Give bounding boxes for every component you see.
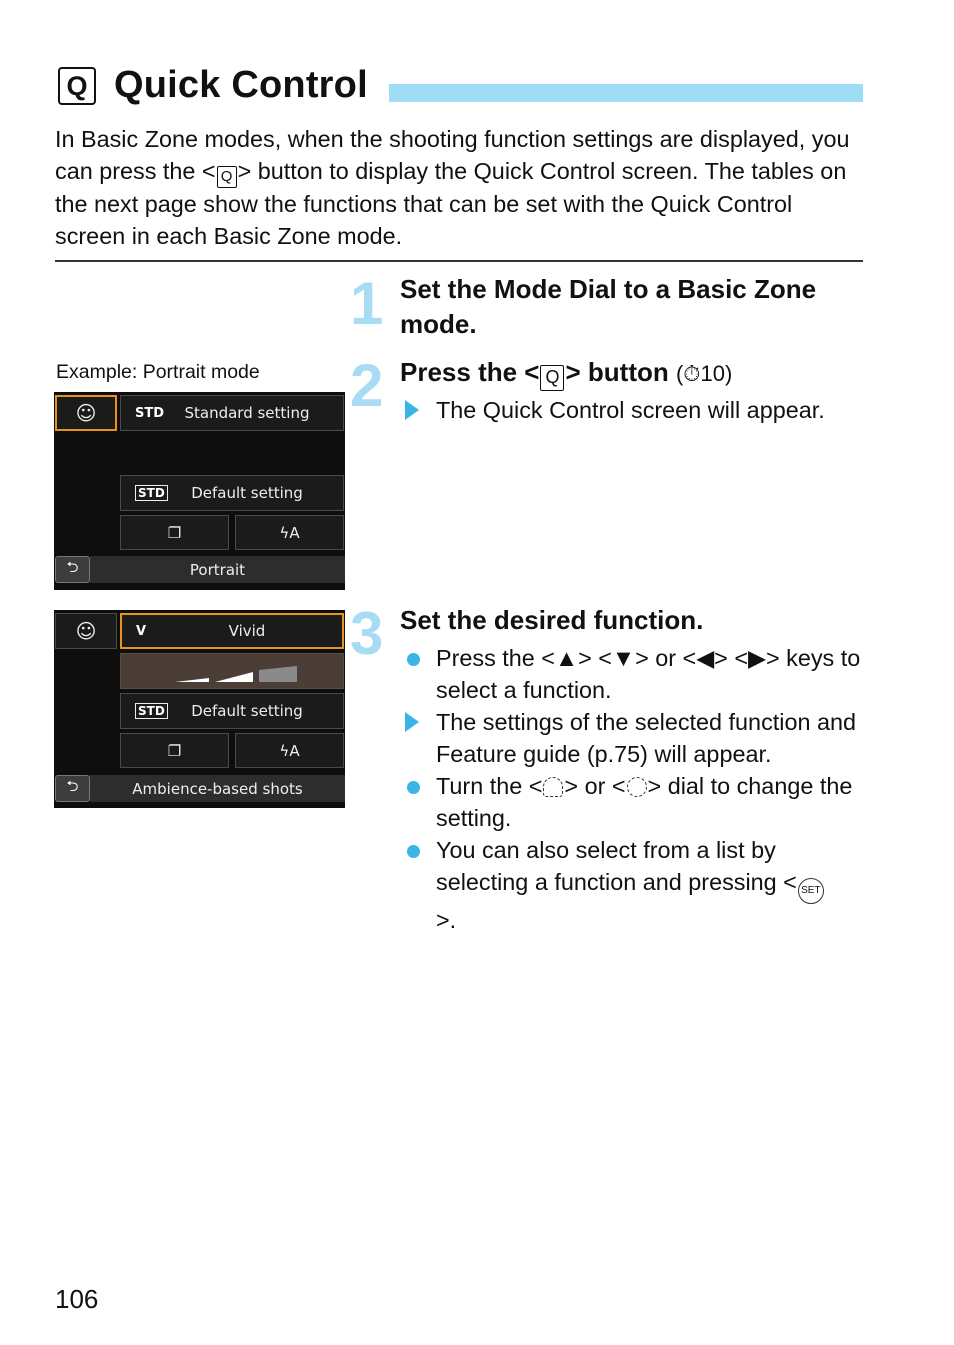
step-3-item-4-after: >. xyxy=(436,907,457,933)
step-1-title: Set the Mode Dial to a Basic Zone mode. xyxy=(400,274,817,339)
step-3-number: 3 xyxy=(350,600,384,667)
intro-text-1: In Basic Zone modes, when the shooting function settings are displayed, you can press the < xyxy=(55,126,850,184)
screen-caption: Example: Portrait mode xyxy=(56,361,260,383)
drive-mode-cell[interactable] xyxy=(120,515,229,550)
step-3-item-3-mid: > or < xyxy=(564,773,626,799)
main-dial-icon xyxy=(543,777,563,797)
bullet-icon xyxy=(407,781,420,794)
picture-style-cell[interactable] xyxy=(120,395,344,431)
mode-label-bar xyxy=(90,775,345,802)
step-2-title-after: > button xyxy=(565,357,669,387)
step-1-number: 1 xyxy=(350,270,384,337)
result-arrow-icon xyxy=(405,400,419,420)
step-3-item-3-before: Turn the < xyxy=(436,773,543,799)
step-2-title-before: Press the < xyxy=(400,357,540,387)
level-bar-1 xyxy=(175,678,209,682)
step-3-title: Set the desired function. xyxy=(400,605,704,635)
back-button[interactable] xyxy=(55,556,90,583)
default-setting-label: Default setting xyxy=(191,484,303,502)
quick-control-icon: Q xyxy=(58,67,96,105)
page-title: Quick Control xyxy=(114,64,368,106)
quick-control-dial-icon xyxy=(627,777,647,797)
intro-paragraph xyxy=(55,123,867,252)
vivid-icon: V xyxy=(136,623,147,639)
timer-ref: (⏱10) xyxy=(675,361,733,386)
default-setting-label: Default setting xyxy=(191,702,303,720)
std-icon: STD xyxy=(135,405,165,421)
step-3-item-4 xyxy=(405,834,825,936)
back-icon: ⮌ xyxy=(66,778,79,795)
drive-mode-icon: ❐ xyxy=(167,741,182,760)
default-setting-cell[interactable] xyxy=(120,475,344,511)
step-2-number: 2 xyxy=(350,352,384,419)
intro-text-2: > button to display the Quick Control screen. The tables on the next page show the functions that can be set with the Quick Control screen in each Basic Zone mode. xyxy=(55,158,847,249)
page-number: 106 xyxy=(55,1284,99,1314)
step-3-item-3 xyxy=(405,770,865,834)
picture-style-label: Standard setting xyxy=(184,404,310,422)
portrait-mode-icon[interactable]: ☺ xyxy=(55,613,117,649)
step-2-result xyxy=(405,394,875,426)
step-2-title xyxy=(400,355,732,391)
step-3-item-4-before: You can also select from a list by selecting a function and pressing < xyxy=(436,837,797,895)
camera-screen-portrait xyxy=(54,392,345,590)
title-accent-bar xyxy=(389,84,863,102)
step-3-item-2 xyxy=(405,706,865,770)
q-button-icon: Q xyxy=(217,166,237,188)
bullet-icon xyxy=(407,845,420,858)
flash-cell[interactable] xyxy=(235,515,344,550)
q-button-icon: Q xyxy=(540,365,564,391)
step-3-item-1-text: Press the <▲> <▼> or <◀> <▶> keys to select a function. xyxy=(436,645,861,703)
level-bars xyxy=(167,658,297,684)
set-button-icon: SET xyxy=(798,878,824,904)
flash-auto-icon: ϟA xyxy=(279,741,300,760)
level-bar-2 xyxy=(215,672,253,682)
step-3-item-2-text: The settings of the selected function and Feature guide (p.75) will appear. xyxy=(436,709,857,767)
bullet-icon xyxy=(407,653,420,666)
ambience-cell[interactable] xyxy=(120,613,344,649)
mode-label-bar xyxy=(90,556,345,583)
ambience-label: Vivid xyxy=(228,622,266,640)
back-icon: ⮌ xyxy=(66,559,79,576)
back-button[interactable] xyxy=(55,775,90,802)
default-setting-cell[interactable] xyxy=(120,693,344,729)
result-arrow-icon xyxy=(405,712,419,732)
level-bar-3 xyxy=(259,666,297,682)
mode-label: Portrait xyxy=(189,560,246,579)
step-3-item-3-after: > dial to change the setting. xyxy=(436,773,853,831)
drive-mode-icon: ❐ xyxy=(167,523,182,542)
mode-label: Ambience-based shots xyxy=(132,779,303,798)
drive-mode-cell[interactable] xyxy=(120,733,229,768)
flash-cell[interactable] xyxy=(235,733,344,768)
std-box-icon: STD xyxy=(135,703,168,719)
portrait-mode-icon[interactable]: ☺ xyxy=(55,395,117,431)
camera-screen-ambience xyxy=(54,610,345,808)
step-2-result-text: The Quick Control screen will appear. xyxy=(436,397,825,423)
std-box-icon: STD xyxy=(135,485,168,501)
flash-auto-icon: ϟA xyxy=(279,523,300,542)
section-divider xyxy=(55,260,863,262)
ambience-level-cell[interactable] xyxy=(120,653,344,689)
step-3-item-1 xyxy=(405,642,865,706)
